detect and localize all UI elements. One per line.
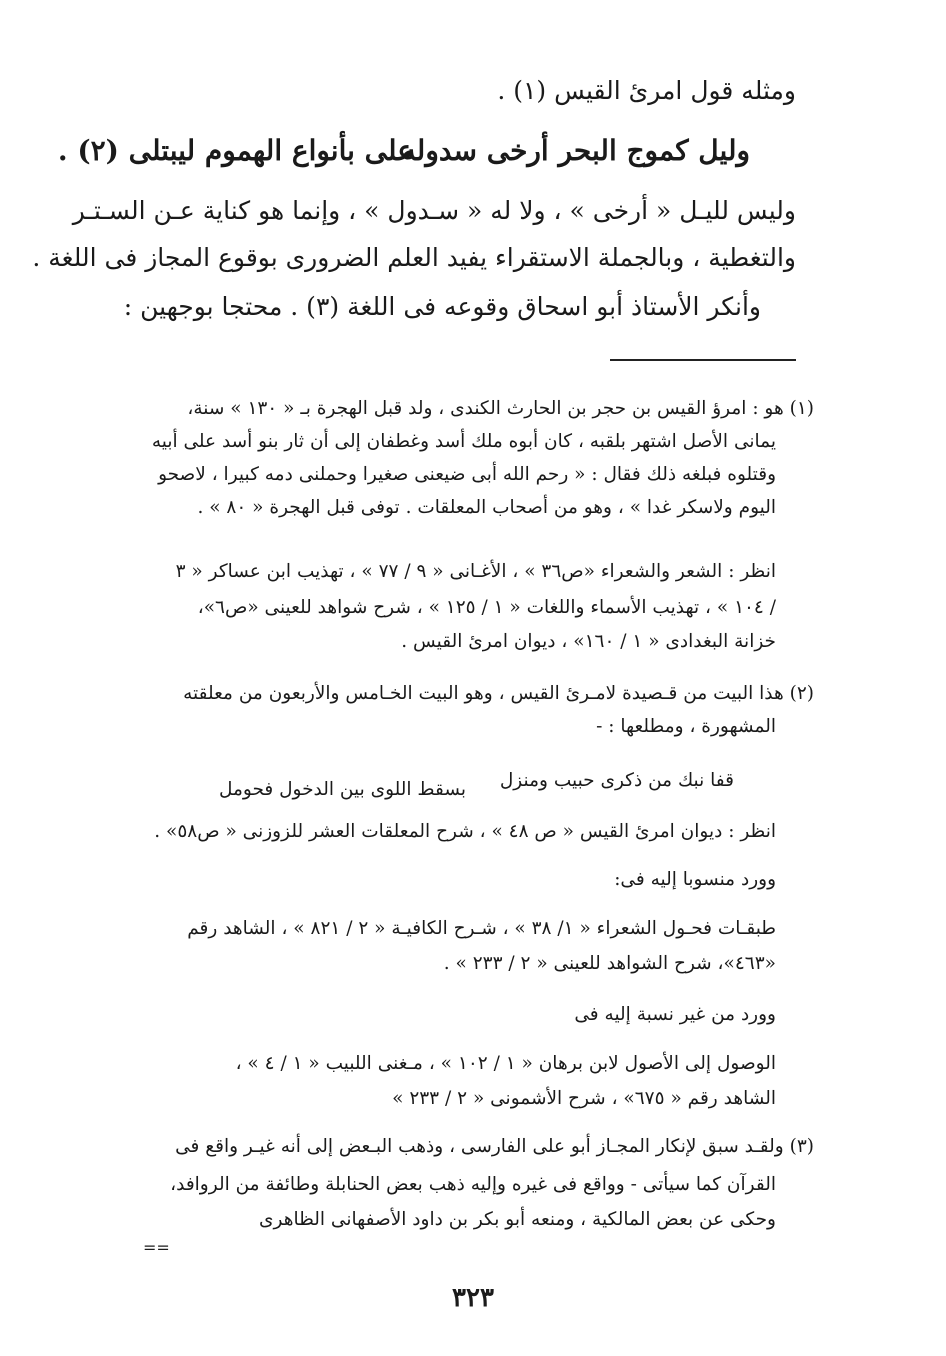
- footnote-2-line: المشهورة ، ومطلعها : -: [596, 716, 776, 737]
- footnote-2-line: وورد من غير نسبة إليه فى: [574, 1004, 776, 1025]
- footnote-1-line: خزانة البغدادى « ١ / ١٦٠» ، ديوان امرئ القيس .: [401, 631, 776, 652]
- footnote-2-line: طبقـات فحـول الشعراء « ١/ ٣٨ » ، شـرح الكافيـة « ٢ / ٨٢١ » ، الشاهد رقم: [187, 918, 776, 939]
- continuation-mark: ==: [143, 1238, 170, 1257]
- footnote-1-line: يمانى الأصل اشتهر بلقبه ، كان أبوه ملك أسد وغطفان إلى أن ثار بنو أسد على أبيه: [151, 431, 776, 452]
- footnote-1-line: / ١٠٤ » ، تهذيب الأسماء واللغات « ١ / ١٢٥ » ، شرح شواهد للعينى «ص٦»،: [197, 597, 776, 618]
- footnote-3-line: القرآن كما سيأتى - وواقع فى غيره وإليه ذهب بعض الحنابلة وطائفة من الروافد،: [170, 1174, 776, 1195]
- footnote-3-line: (٣) ولقـد سبق لإنكار المجـاز أبو على الفارسى ، وذهب البـعض إلى أنه غيـر واقع فى: [175, 1136, 814, 1157]
- verse-second-hemistich: على بأنواع الهموم ليبتلى (٢) .: [57, 134, 414, 167]
- footnote-separator: [610, 359, 796, 361]
- footnote-2-line: انظر : ديوان امرئ القيس « ص ٤٨ » ، شرح المعلقات العشر للزوزنى « ص٥٨» .: [154, 821, 776, 842]
- footnote-2-line: الشاهد رقم « ٦٧٥» ، شرح الأشمونى « ٢ / ٢٣٣ »: [392, 1088, 776, 1109]
- footnote-1-line: وقتلوه فبلغه ذلك فقال : « رحم الله أبى ضيعنى صغيرا وحملنى دمه كبيرا ، لاصحو: [158, 464, 776, 485]
- main-text-line: وأنكر الأستاذ أبو اسحاق وقوعه فى اللغة (٣) . محتجا بوجهين :: [123, 292, 761, 321]
- footnote-2-line: وورد منسوبا إليه فى:: [614, 869, 776, 890]
- footnote-2-line: «٤٦٣»، شرح الشواهد للعينى « ٢ / ٢٣٣ » .: [443, 953, 776, 974]
- footnote-1-line: (١) هو : امرؤ القيس بن حجر بن الحارث الكندى ، ولد قبل الهجرة بـ « ١٣٠ » سنة،: [187, 398, 814, 419]
- footnote-2-verse-first: قفا نبك من ذكرى حبيب ومنزل: [499, 770, 734, 791]
- page-number: ٣٢٣: [452, 1283, 494, 1313]
- main-text-line: والتغطية ، وبالجملة الاستقراء يفيد العلم الضرورى بوقوع المجاز فى اللغة .: [32, 243, 796, 272]
- footnote-1-line: انظر : الشعر والشعراء «ص٣٦ » ، الأغـانى « ٩ / ٧٧ » ، تهذيب ابن عساكر « ٣: [175, 561, 776, 582]
- footnote-2-verse-second: بسقط اللوى بين الدخول فحومل: [218, 779, 466, 800]
- footnote-2-line: (٢) هذا البيت من قـصيدة لامـرئ القيس ، وهو البيت الخـامس والأربعون من معلقته: [183, 683, 814, 704]
- main-text-line: وليس لليـل « أرخى » ، ولا له « سـدول » ، وإنما هو كناية عـن السـتـر: [72, 196, 796, 225]
- main-text-line: ومثله قول امرئ القيس (١) .: [497, 76, 796, 105]
- footnote-1-line: اليوم ولاسكر غدا » ، وهو من أصحاب المعلقات . توفى قبل الهجرة « ٨٠ » .: [197, 497, 776, 518]
- footnote-2-line: الوصول إلى الأصول لابن برهان « ١ / ١٠٢ » ، مـغنى اللبيب « ١ / ٤ » ،: [235, 1053, 776, 1074]
- footnote-3-line: وحكى عن بعض المالكية ، ومنعه أبو بكر بن داود الأصفهانى الظاهرى: [259, 1209, 776, 1230]
- verse-first-hemistich: وليل كموج البحر أرخى سدوله: [401, 134, 750, 167]
